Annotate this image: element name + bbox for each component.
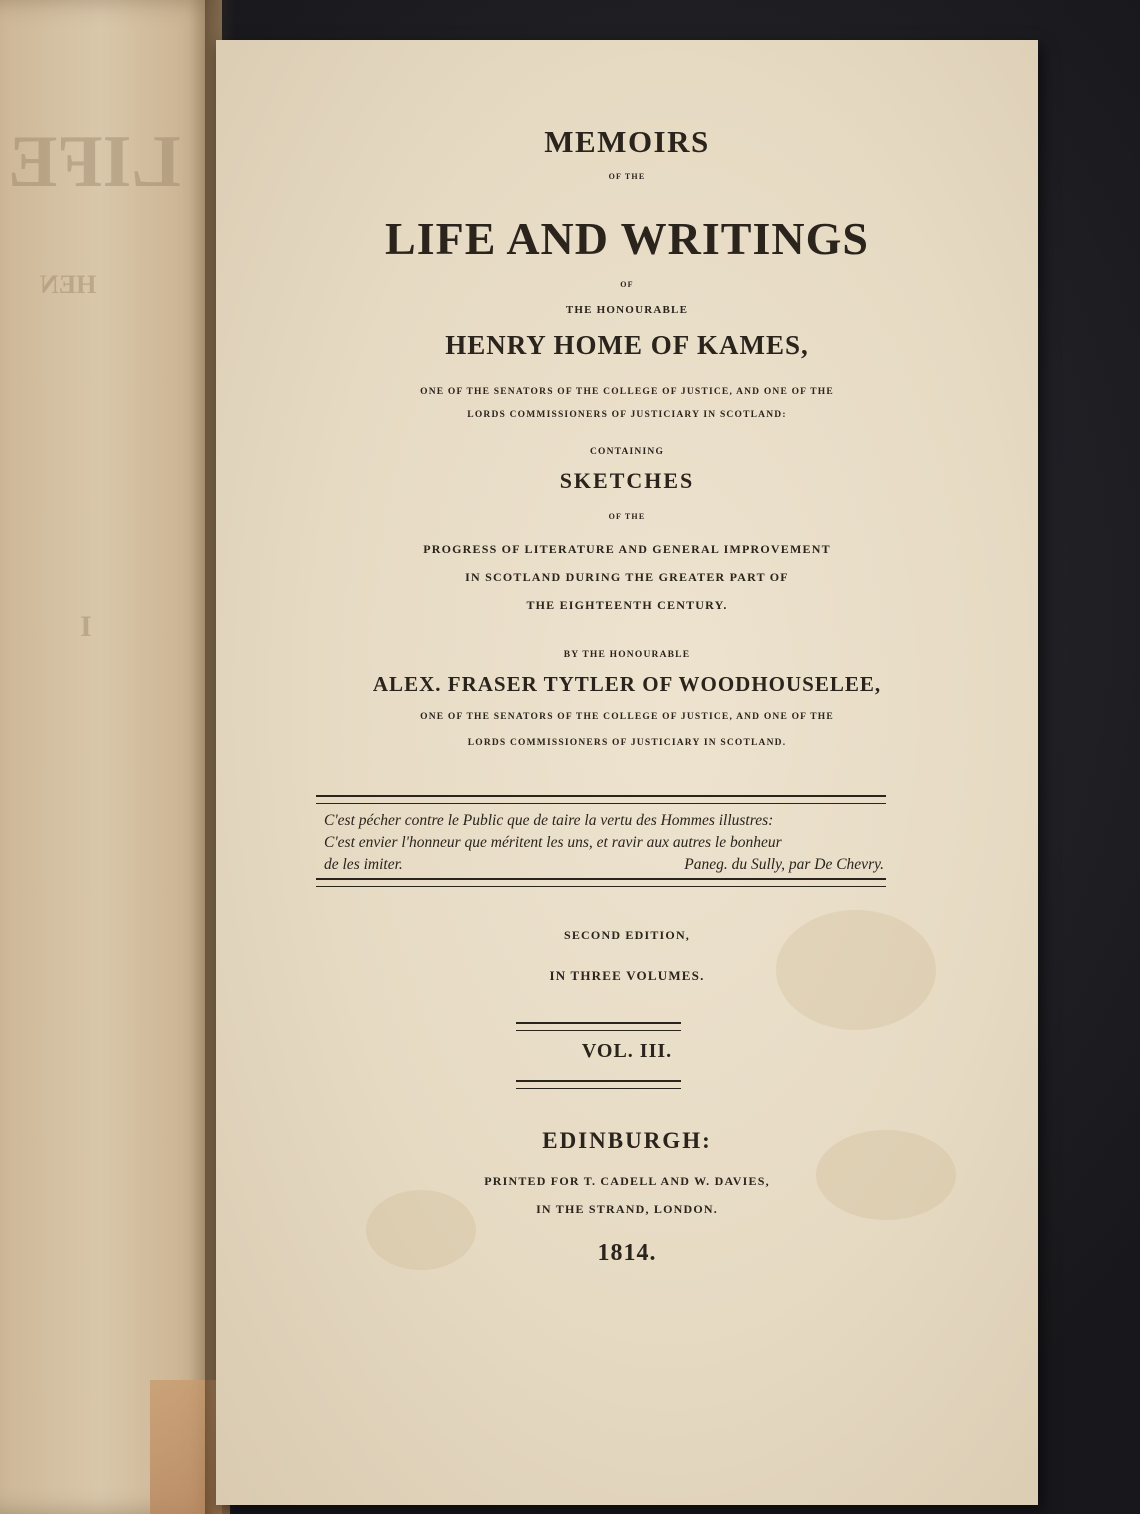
epigraph-line: C'est pécher contre le Public que de taire la vertu des Hommes illustres: <box>324 812 774 829</box>
left-facing-page <box>0 0 222 1514</box>
double-rule <box>316 878 886 887</box>
subject-name: HENRY HOME OF KAMES, <box>445 330 809 360</box>
double-rule <box>516 1080 681 1089</box>
epigraph-line: C'est envier l'honneur que méritent les uns, et ravir aux autres le bonheur <box>324 834 782 851</box>
epigraph-line-end: de les imiter. <box>324 856 403 873</box>
sketches-heading: SKETCHES <box>559 468 695 493</box>
epigraph-line <box>324 854 884 876</box>
progress-line: PROGRESS OF LITERATURE AND GENERAL IMPROVEMENT <box>423 542 831 556</box>
main-title: LIFE AND WRITINGS <box>385 213 869 264</box>
double-rule <box>316 795 886 804</box>
epigraph <box>324 810 884 876</box>
progress-line: THE EIGHTEENTH CENTURY. <box>526 598 728 612</box>
by-line: BY THE HONOURABLE <box>563 650 691 660</box>
bleed-through-text: HEN <box>40 270 97 299</box>
epigraph-attribution: Paneg. du Sully, par De Chevry. <box>684 856 884 873</box>
author-description: LORDS COMMISSIONERS OF JUSTICIARY IN SCOTLAND. <box>467 738 787 748</box>
author-description: ONE OF THE SENATORS OF THE COLLEGE OF JUSTICE, AND ONE OF THE <box>420 712 834 722</box>
city-line: EDINBURGH: <box>542 1128 712 1153</box>
publication-year: 1814. <box>597 1240 657 1266</box>
of-connector: OF <box>620 280 634 289</box>
of-the-connector: OF THE <box>608 172 646 181</box>
title-page <box>216 40 1038 1505</box>
author-name: ALEX. FRASER TYTLER OF WOODHOUSELEE, <box>372 672 882 696</box>
subject-description: ONE OF THE SENATORS OF THE COLLEGE OF JUSTICE, AND ONE OF THE <box>420 387 834 397</box>
containing-line: CONTAINING <box>589 447 665 457</box>
bleed-through-text: LIFE <box>8 121 181 203</box>
double-rule <box>516 1022 681 1031</box>
title-memoirs: MEMOIRS <box>544 124 710 159</box>
progress-line: IN SCOTLAND DURING THE GREATER PART OF <box>465 570 789 584</box>
honourable-line: THE HONOURABLE <box>565 304 689 316</box>
edition-line: SECOND EDITION, <box>563 928 691 942</box>
volume-number: VOL. III. <box>581 1040 673 1062</box>
of-the-connector: OF THE <box>608 512 646 521</box>
subject-description: LORDS COMMISSIONERS OF JUSTICIARY IN SCOTLAND: <box>467 410 787 420</box>
printer-line: PRINTED FOR T. CADELL AND W. DAVIES, <box>484 1174 770 1188</box>
volumes-line: IN THREE VOLUMES. <box>549 968 705 983</box>
printer-line: IN THE STRAND, LONDON. <box>536 1202 718 1216</box>
bleed-through-text: I <box>80 610 92 643</box>
